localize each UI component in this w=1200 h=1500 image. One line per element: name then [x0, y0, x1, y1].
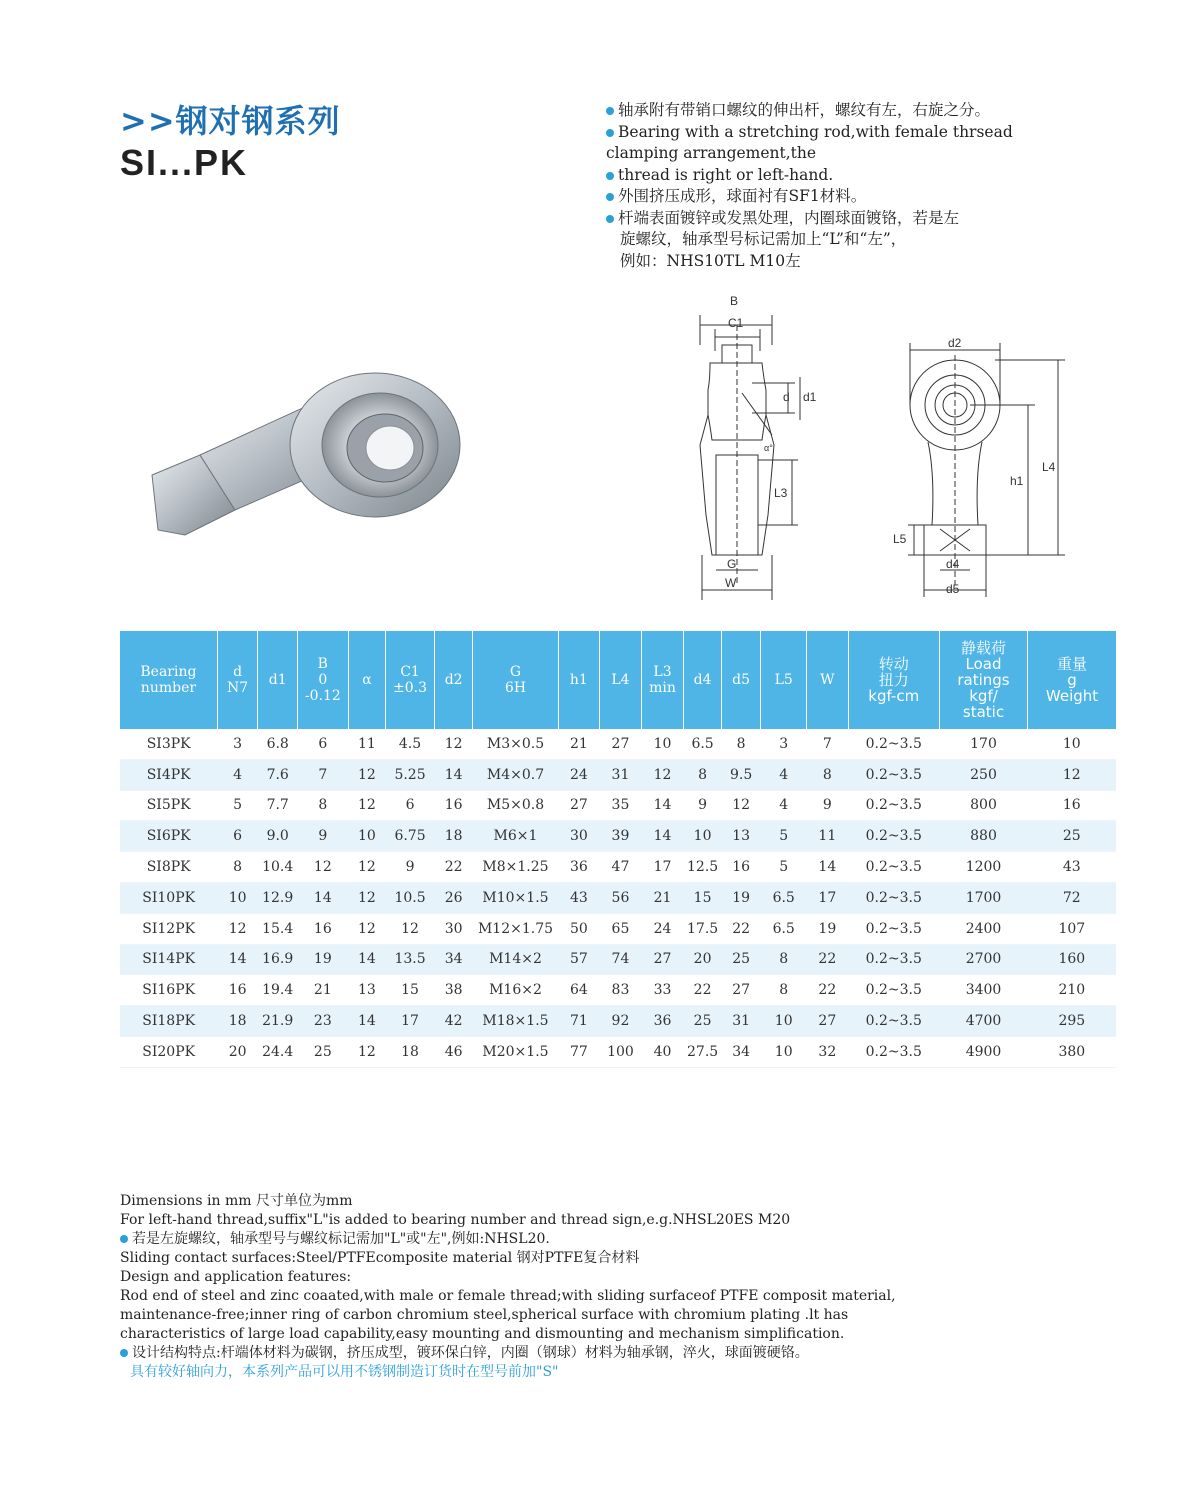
table-cell: 4900	[965, 1043, 1002, 1060]
table-cell: 880	[939, 821, 1027, 852]
table-cell: 0.2~3.5	[865, 735, 922, 752]
table-cell: 0.2~3.5	[848, 882, 939, 913]
note-line: 外围挤压成形，球面衬有SF1材料。	[606, 186, 1086, 208]
table-cell: 23	[297, 1006, 348, 1037]
table-cell: 800	[970, 797, 997, 814]
table-cell: 16	[228, 982, 247, 999]
dim-label-d4: d4	[946, 557, 960, 571]
table-cell: 11	[807, 821, 849, 852]
table-cell: 34	[732, 1043, 751, 1060]
table-cell: 19.4	[262, 982, 294, 999]
column-header: d N7	[217, 631, 258, 729]
table-cell: SI3PK	[146, 735, 191, 752]
table-cell: 27	[641, 944, 684, 975]
table-cell: 40	[653, 1043, 672, 1060]
table-cell: 21	[569, 735, 588, 752]
table-cell: M20×1.5	[482, 1043, 549, 1060]
dim-label-l5: L5	[893, 532, 907, 546]
table-cell: 7.7	[266, 797, 289, 814]
dim-label-alpha: α°	[764, 443, 773, 453]
table-cell: 14	[434, 759, 473, 790]
table-cell: 3	[779, 735, 789, 752]
table-cell: 10.4	[262, 859, 294, 876]
rod-end-photo	[140, 360, 470, 580]
table-cell: 25	[684, 1006, 722, 1037]
table-cell: SI16PK	[142, 982, 196, 999]
table-cell: SI10PK	[120, 882, 217, 913]
note-line: clamping arrangement,the	[606, 144, 817, 162]
table-cell: 12	[358, 797, 376, 814]
series-title-cn: >>钢对钢系列	[120, 102, 341, 140]
table-cell: 22	[693, 982, 712, 999]
table-cell: 57	[558, 944, 600, 975]
table-cell: M12×1.75	[477, 920, 554, 937]
footer-line: characteristics of large load capability,easy mounting and dismounting and mechanism simplification.	[120, 1326, 845, 1342]
bullet-icon	[120, 1349, 128, 1357]
table-cell: M14×2	[473, 944, 558, 975]
table-row	[120, 1006, 1116, 1037]
table-cell: 10	[217, 882, 258, 913]
table-row	[120, 913, 1116, 944]
table-cell: 27	[807, 1006, 849, 1037]
table-cell: 12	[401, 920, 419, 937]
footer-line: 若是左旋螺纹，轴承型号与螺纹标记需加"L"或"左",例如:NHSL20.	[120, 1230, 1080, 1249]
footer-notes	[120, 1192, 1080, 1382]
table-cell: 15	[684, 882, 722, 913]
table-cell: 24	[653, 920, 672, 937]
footer-line: maintenance-free;inner ring of carbon chromium steel,spherical surface with chromium plating .lt has	[120, 1307, 849, 1323]
table-cell: SI20PK	[142, 1043, 196, 1060]
table-cell: 1700	[939, 882, 1027, 913]
table-row	[120, 944, 1116, 975]
table-cell: 15	[401, 982, 419, 999]
table-row	[120, 975, 1116, 1006]
table-cell: 10	[348, 821, 386, 852]
table-cell: 8	[318, 797, 328, 814]
table-cell: 83	[611, 982, 630, 999]
table-cell: 33	[653, 982, 672, 999]
table-cell: 14	[348, 1006, 386, 1037]
table-cell: 9	[297, 821, 348, 852]
table-cell: 72	[1028, 882, 1116, 913]
table-cell: 0.2~3.5	[865, 982, 922, 999]
table-cell: 19	[818, 920, 837, 937]
bullet-icon	[606, 193, 614, 201]
table-cell: 12	[348, 882, 386, 913]
table-row	[120, 821, 1116, 852]
bullet-icon	[120, 1235, 128, 1243]
table-cell: 32	[818, 1043, 837, 1060]
table-cell: 16	[444, 797, 463, 814]
table-cell: 0.2~3.5	[865, 859, 922, 876]
table-cell: 4	[779, 797, 789, 814]
table-cell: 12	[641, 759, 684, 790]
table-cell: 38	[444, 982, 463, 999]
table-row	[120, 790, 1116, 821]
table-cell: SI8PK	[146, 859, 191, 876]
footer-line: 设计结构特点:杆端体材料为碳钢，挤压成型，镀环保白锌，内圈（钢球）材料为轴承钢，淬火，球面镀硬铬。	[120, 1344, 1080, 1363]
table-cell: 14	[348, 944, 386, 975]
table-cell: 18	[217, 1006, 258, 1037]
table-cell: 25	[721, 944, 761, 975]
table-cell: 36	[641, 1006, 684, 1037]
table-cell: 18	[434, 821, 473, 852]
table-cell: 170	[970, 735, 997, 752]
table-cell: 9	[405, 859, 415, 876]
column-header: B 0 -0.12	[297, 631, 348, 729]
table-cell: 0.2~3.5	[848, 1006, 939, 1037]
table-cell: 39	[600, 821, 642, 852]
table-row	[120, 852, 1116, 883]
table-cell: 71	[558, 1006, 600, 1037]
table-cell: 65	[611, 920, 630, 937]
table-cell: SI12PK	[142, 920, 196, 937]
column-header: W	[807, 631, 849, 729]
table-cell: 36	[569, 859, 588, 876]
footer-line: Design and application features:	[120, 1269, 352, 1285]
table-cell: 14	[818, 859, 837, 876]
table-cell: 16	[313, 920, 332, 937]
table-cell: M5×0.8	[486, 797, 545, 814]
table-cell: 6.5	[772, 920, 795, 937]
table-cell: 100	[607, 1043, 634, 1060]
table-cell: 13	[721, 821, 761, 852]
table-cell: 9	[698, 797, 708, 814]
bullet-icon	[606, 107, 614, 115]
table-cell: 0.2~3.5	[848, 821, 939, 852]
footer-line: Dimensions in mm 尺寸单位为mm	[120, 1193, 353, 1209]
dim-label-d2: d2	[948, 336, 962, 350]
table-cell: 8	[736, 735, 746, 752]
table-cell: 17	[653, 859, 672, 876]
table-cell: 10	[684, 821, 722, 852]
table-cell: 2400	[965, 920, 1002, 937]
column-header: 重量 g Weight	[1028, 631, 1116, 729]
table-cell: 0.2~3.5	[865, 1043, 922, 1060]
table-cell: 47	[611, 859, 630, 876]
dim-label-d1: d1	[803, 390, 817, 404]
table-cell: 0.2~3.5	[865, 920, 922, 937]
table-row	[120, 759, 1116, 790]
table-cell: 14	[297, 882, 348, 913]
table-cell: 12.9	[258, 882, 298, 913]
table-cell: 20	[228, 1043, 247, 1060]
table-cell: 12	[228, 920, 247, 937]
table-cell: 210	[1058, 982, 1086, 999]
table-cell: 7	[297, 759, 348, 790]
column-header: 静载荷 Load ratings kgf/ static	[939, 631, 1027, 729]
table-cell: 34	[434, 944, 473, 975]
product-notes	[606, 100, 1086, 272]
table-cell: 24	[558, 759, 600, 790]
column-header: L5	[761, 631, 807, 729]
column-header: α	[348, 631, 386, 729]
table-cell: 64	[569, 982, 588, 999]
table-cell: 12	[358, 920, 376, 937]
table-header-row	[120, 631, 1116, 729]
column-header: C1 ±0.3	[386, 631, 435, 729]
table-cell: 10	[761, 1006, 807, 1037]
table-cell: M4×0.7	[473, 759, 558, 790]
table-cell: 30	[558, 821, 600, 852]
table-cell: 4.5	[398, 735, 422, 752]
dim-label-h1: h1	[1010, 474, 1024, 488]
table-cell: 27.5	[687, 1043, 719, 1060]
table-cell: SI6PK	[120, 821, 217, 852]
note-line: 例如：NHS10TL M10左	[620, 251, 801, 270]
table-cell: 4	[761, 759, 807, 790]
table-cell: 2700	[939, 944, 1027, 975]
table-cell: 5	[761, 821, 807, 852]
table-cell: 15.4	[262, 920, 294, 937]
table-cell: 8	[761, 944, 807, 975]
table-cell: 16	[1062, 797, 1081, 814]
column-header: 转动 扭力 kgf-cm	[848, 631, 939, 729]
spec-table	[120, 631, 1116, 1068]
table-cell: 25	[1028, 821, 1116, 852]
table-cell: 0.2~3.5	[848, 944, 939, 975]
footer-line: Rod end of steel and zinc coaated,with male or female thread;with sliding surfaceof PTFE composit material,	[120, 1288, 896, 1304]
bullet-icon	[606, 129, 614, 137]
table-cell: 5	[779, 859, 789, 876]
footer-line: 具有较好轴向力，本系列产品可以用不锈钢制造订货时在型号前加"S"	[130, 1364, 559, 1380]
table-cell: 3400	[965, 982, 1002, 999]
table-cell: 19	[721, 882, 761, 913]
table-cell: 295	[1028, 1006, 1116, 1037]
table-cell: 30	[444, 920, 463, 937]
dim-label-l3: L3	[774, 486, 788, 500]
table-cell: 22	[732, 920, 751, 937]
table-cell: 6.5	[691, 735, 714, 752]
table-cell: 19	[297, 944, 348, 975]
table-cell: 21	[313, 982, 332, 999]
table-cell: 250	[939, 759, 1027, 790]
table-cell: 6	[405, 797, 415, 814]
table-cell: 16.9	[258, 944, 298, 975]
table-cell: M3×0.5	[486, 735, 545, 752]
column-header: d2	[434, 631, 473, 729]
table-cell: 13	[358, 982, 376, 999]
table-cell: 14	[217, 944, 258, 975]
table-cell: 160	[1028, 944, 1116, 975]
table-body	[120, 729, 1116, 1067]
table-cell: 6.75	[386, 821, 435, 852]
footer-line: Sliding contact surfaces:Steel/PTFEcomposite material 钢对PTFE复合材料	[120, 1250, 640, 1266]
table-cell: 7	[822, 735, 832, 752]
table-cell: 12	[313, 859, 332, 876]
table-cell: 7.6	[258, 759, 298, 790]
table-cell: 0.2~3.5	[865, 797, 922, 814]
table-cell: 13.5	[386, 944, 435, 975]
table-cell: 92	[600, 1006, 642, 1037]
column-header: d1	[258, 631, 298, 729]
dimension-drawing	[680, 285, 1100, 605]
series-title-en: SI...PK	[120, 142, 249, 183]
table-cell: 43	[558, 882, 600, 913]
column-header: Bearing number	[120, 631, 217, 729]
table-cell: 10.5	[386, 882, 435, 913]
table-cell: 5	[233, 797, 243, 814]
table-cell: 8	[807, 759, 849, 790]
table-cell: 12	[358, 859, 376, 876]
table-cell: 380	[1058, 1043, 1086, 1060]
column-header: G 6H	[473, 631, 558, 729]
bullet-icon	[606, 172, 614, 180]
table-row	[120, 1036, 1116, 1067]
column-header: d5	[721, 631, 761, 729]
table-cell: 22	[444, 859, 463, 876]
dim-label-d5: d5	[946, 582, 960, 596]
dim-label-b: B	[730, 294, 739, 308]
table-cell: 12	[1028, 759, 1116, 790]
dim-label-l4: L4	[1042, 460, 1056, 474]
table-cell: 22	[807, 944, 849, 975]
table-cell: SI4PK	[120, 759, 217, 790]
dim-label-g: G	[727, 557, 737, 571]
table-cell: 12	[732, 797, 751, 814]
table-cell: SI18PK	[120, 1006, 217, 1037]
table-cell: 21	[641, 882, 684, 913]
column-header: L4	[600, 631, 642, 729]
table-cell: SI5PK	[146, 797, 191, 814]
table-cell: 4700	[939, 1006, 1027, 1037]
dim-label-c1: C1	[728, 316, 744, 330]
table-cell: 56	[600, 882, 642, 913]
table-cell: 8	[233, 859, 243, 876]
table-cell: 35	[611, 797, 630, 814]
table-cell: 17	[386, 1006, 435, 1037]
table-cell: 46	[444, 1043, 463, 1060]
table-cell: M18×1.5	[473, 1006, 558, 1037]
table-cell: 31	[721, 1006, 761, 1037]
dim-label-w: W	[725, 576, 737, 590]
table-cell: 0.2~3.5	[848, 759, 939, 790]
bullet-icon	[606, 215, 614, 223]
table-cell: 25	[313, 1043, 332, 1060]
column-header: d4	[684, 631, 722, 729]
table-cell: 6	[217, 821, 258, 852]
table-cell: 6.8	[266, 735, 289, 752]
table-cell: 3	[233, 735, 243, 752]
table-cell: 17	[807, 882, 849, 913]
note-line: 杆端表面镀锌或发黑处理，内圈球面镀铬，若是左	[606, 208, 1086, 230]
table-cell: 27	[732, 982, 751, 999]
note-line: 轴承附有带销口螺纹的伸出杆，螺纹有左，右旋之分。	[606, 100, 1086, 122]
table-cell: 43	[1062, 859, 1081, 876]
table-cell: 9	[822, 797, 832, 814]
column-header: L3 min	[641, 631, 684, 729]
table-cell: 22	[818, 982, 837, 999]
table-cell: 6	[318, 735, 328, 752]
table-cell: M8×1.25	[482, 859, 549, 876]
note-line: Bearing with a stretching rod,with female thrsead	[606, 122, 1086, 144]
table-cell: 1200	[965, 859, 1002, 876]
footer-line: For left-hand thread,suffix"L"is added to bearing number and thread sign,e.g.NHSL20ES M20	[120, 1212, 791, 1228]
table-cell: 74	[600, 944, 642, 975]
note-line: 旋螺纹，轴承型号标记需加上“L”和“左”，	[620, 230, 907, 248]
table-cell: 26	[434, 882, 473, 913]
table-cell: 77	[569, 1043, 588, 1060]
table-cell: 9.5	[721, 759, 761, 790]
table-cell: 17.5	[687, 920, 719, 937]
note-line: thread is right or left-hand.	[606, 165, 1086, 187]
table-row	[120, 729, 1116, 759]
table-cell: 10	[1062, 735, 1081, 752]
table-cell: 14	[653, 797, 672, 814]
table-cell: 42	[434, 1006, 473, 1037]
table-cell: 12.5	[687, 859, 719, 876]
table-cell: 12	[444, 735, 463, 752]
table-cell: 27	[569, 797, 588, 814]
table-cell: 12	[358, 1043, 376, 1060]
table-cell: 10	[653, 735, 672, 752]
table-cell: 31	[600, 759, 642, 790]
table-cell: M6×1	[473, 821, 558, 852]
table-cell: 8	[779, 982, 789, 999]
column-header: h1	[558, 631, 600, 729]
table-cell: 8	[684, 759, 722, 790]
table-cell: 16	[732, 859, 751, 876]
table-cell: 18	[401, 1043, 419, 1060]
table-cell: 27	[611, 735, 630, 752]
table-cell: 11	[358, 735, 376, 752]
table-cell: 21.9	[258, 1006, 298, 1037]
table-cell: SI14PK	[120, 944, 217, 975]
table-cell: 9.0	[258, 821, 298, 852]
table-row	[120, 882, 1116, 913]
table-cell: 10	[774, 1043, 793, 1060]
table-cell: 107	[1058, 920, 1086, 937]
dim-label-d: d	[783, 390, 790, 404]
table-cell: 5.25	[386, 759, 435, 790]
table-cell: 20	[684, 944, 722, 975]
table-cell: 12	[348, 759, 386, 790]
table-cell: 24.4	[262, 1043, 294, 1060]
table-cell: 6.5	[761, 882, 807, 913]
table-cell: 14	[641, 821, 684, 852]
table-cell: 50	[569, 920, 588, 937]
table-cell: M16×2	[489, 982, 542, 999]
table-cell: 4	[217, 759, 258, 790]
table-cell: M10×1.5	[473, 882, 558, 913]
